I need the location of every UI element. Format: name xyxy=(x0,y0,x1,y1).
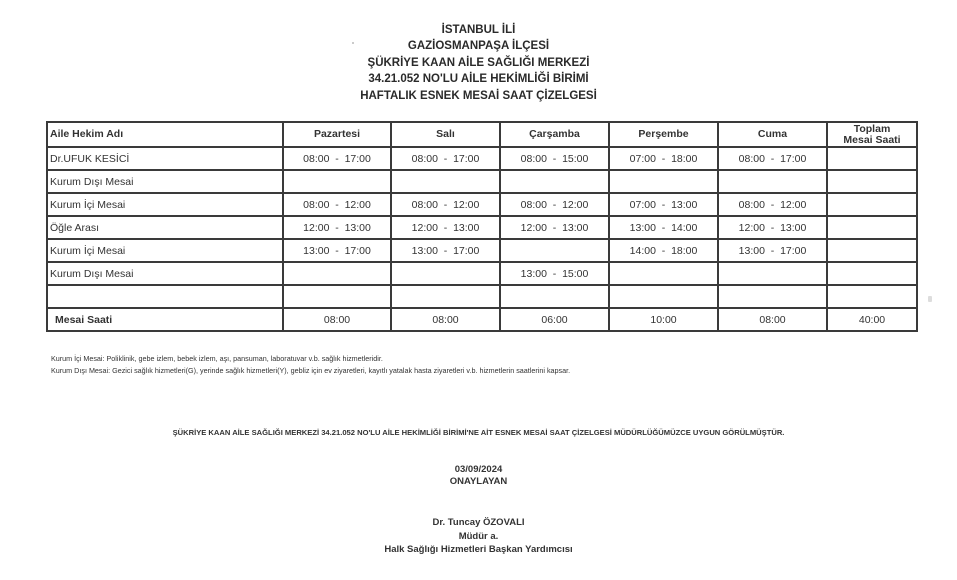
total-wednesday: 06:00 xyxy=(500,308,609,331)
header-unit: 34.21.052 NO'LU AİLE HEKİMLİĞİ BİRİMİ xyxy=(368,73,589,86)
cell-total xyxy=(827,193,917,216)
cell-wednesday: 08:00 - 15:00 xyxy=(500,147,609,170)
column-header-total-line2: Mesai Saati xyxy=(843,133,901,146)
table-row xyxy=(47,239,917,262)
total-thursday: 10:00 xyxy=(609,308,718,331)
table-row xyxy=(47,193,917,216)
total-total: 40:00 xyxy=(827,308,917,331)
cell-monday: 12:00 - 13:00 xyxy=(283,216,391,239)
cell-total xyxy=(827,216,917,239)
header-health-center: ŞÜKRİYE KAAN AİLE SAĞLIĞI MERKEZİ xyxy=(367,56,590,69)
cell-total xyxy=(827,285,917,308)
cell-total xyxy=(827,262,917,285)
cell-tuesday: 08:00 - 17:00 xyxy=(391,147,500,170)
total-friday: 08:00 xyxy=(718,308,827,331)
signer-role: Müdür a. xyxy=(458,530,499,542)
cell-tuesday xyxy=(391,262,500,285)
cell-monday: 08:00 - 12:00 xyxy=(283,193,391,216)
signer-name: Dr. Tuncay ÖZOVALI xyxy=(432,517,525,528)
row-label: Kurum İçi Mesai xyxy=(47,239,283,262)
total-monday: 08:00 xyxy=(283,308,391,331)
table-row xyxy=(47,285,917,308)
signer-title: Halk Sağlığı Hizmetleri Başkan Yardımcısı xyxy=(384,544,573,555)
note-external-hours: Kurum Dışı Mesai: Gezici sağlık hizmetleri(G), yerinde sağlık hizmetleri(Y), gebliz için ev ziyaretleri, kayıtlı yatalak hasta ziyaretleri v.b. hizmetlerin saatlerini kapsar. xyxy=(51,365,571,375)
table-header-row xyxy=(47,122,917,147)
cell-wednesday: 08:00 - 12:00 xyxy=(500,193,609,216)
total-tuesday: 08:00 xyxy=(391,308,500,331)
row-label: Kurum Dışı Mesai xyxy=(47,262,283,285)
total-row xyxy=(47,308,917,331)
row-label: Öğle Arası xyxy=(47,216,283,239)
cell-friday: 08:00 - 12:00 xyxy=(718,193,827,216)
column-header-monday: Pazartesi xyxy=(283,122,391,147)
column-header-friday: Cuma xyxy=(718,122,827,147)
header-document-title: HAFTALIK ESNEK MESAİ SAAT ÇİZELGESİ xyxy=(360,89,597,102)
cell-monday: 13:00 - 17:00 xyxy=(283,239,391,262)
cell-monday xyxy=(283,262,391,285)
signer-block xyxy=(0,516,957,557)
cell-thursday xyxy=(609,170,718,193)
cell-total xyxy=(827,147,917,170)
column-header-wednesday: Çarşamba xyxy=(500,122,609,147)
cell-friday: 13:00 - 17:00 xyxy=(718,239,827,262)
row-label: Kurum İçi Mesai xyxy=(47,193,283,216)
table-row xyxy=(47,147,917,170)
schedule-table xyxy=(46,121,918,332)
notes xyxy=(51,353,570,376)
column-header-name: Aile Hekim Adı xyxy=(47,122,283,147)
note-internal-hours: Kurum İçi Mesai: Poliklinik, gebe izlem, bebek izlem, aşı, pansuman, laboratuvar v.b. sağlık hizmetleridir. xyxy=(51,354,383,363)
cell-tuesday: 13:00 - 17:00 xyxy=(391,239,500,262)
approval-block xyxy=(0,464,957,487)
table-row xyxy=(47,170,917,193)
cell-monday xyxy=(283,170,391,193)
column-header-total-line1: Toplam xyxy=(853,122,891,135)
cell-wednesday: 13:00 - 15:00 xyxy=(500,262,609,285)
document-header xyxy=(0,22,957,104)
cell-tuesday xyxy=(391,170,500,193)
cell-thursday: 13:00 - 14:00 xyxy=(609,216,718,239)
cell-monday: 08:00 - 17:00 xyxy=(283,147,391,170)
cell-wednesday: 12:00 - 13:00 xyxy=(500,216,609,239)
cell-tuesday: 08:00 - 12:00 xyxy=(391,193,500,216)
cell-wednesday xyxy=(500,285,609,308)
cell-thursday xyxy=(609,262,718,285)
scan-speck xyxy=(352,42,354,44)
cell-total xyxy=(827,239,917,262)
cell-friday xyxy=(718,262,827,285)
row-label: Dr.UFUK KESİCİ xyxy=(47,147,283,170)
cell-friday: 12:00 - 13:00 xyxy=(718,216,827,239)
approval-date: 03/09/2024 xyxy=(454,464,503,475)
cell-thursday: 07:00 - 18:00 xyxy=(609,147,718,170)
cell-total xyxy=(827,170,917,193)
cell-friday: 08:00 - 17:00 xyxy=(718,147,827,170)
scan-speck xyxy=(928,296,932,302)
table-row xyxy=(47,262,917,285)
header-district: GAZİOSMANPAŞA İLÇESİ xyxy=(407,40,550,53)
table-row xyxy=(47,216,917,239)
approval-statement: ŞÜKRİYE KAAN AİLE SAĞLIĞI MERKEZİ 34.21.052 NO'LU AİLE HEKİMLİĞİ BİRİMİ'NE AİT ESNEK MESAİ SAAT ÇİZELGESİ MÜDÜRLÜĞÜMÜZCE UYGUN GÖRÜLMÜŞTÜR. xyxy=(172,428,785,437)
cell-friday xyxy=(718,285,827,308)
cell-wednesday xyxy=(500,170,609,193)
cell-tuesday xyxy=(391,285,500,308)
column-header-thursday: Perşembe xyxy=(609,122,718,147)
cell-thursday: 07:00 - 13:00 xyxy=(609,193,718,216)
cell-thursday xyxy=(609,285,718,308)
column-header-tuesday: Salı xyxy=(391,122,500,147)
cell-thursday: 14:00 - 18:00 xyxy=(609,239,718,262)
row-label xyxy=(47,285,283,308)
column-header-total xyxy=(827,122,917,147)
row-label: Kurum Dışı Mesai xyxy=(47,170,283,193)
cell-wednesday xyxy=(500,239,609,262)
cell-tuesday: 12:00 - 13:00 xyxy=(391,216,500,239)
cell-friday xyxy=(718,170,827,193)
approved-by-label: ONAYLAYAN xyxy=(449,475,508,487)
total-row-label: Mesai Saati xyxy=(47,308,283,331)
cell-monday xyxy=(283,285,391,308)
header-province: İSTANBUL İLİ xyxy=(441,24,516,36)
